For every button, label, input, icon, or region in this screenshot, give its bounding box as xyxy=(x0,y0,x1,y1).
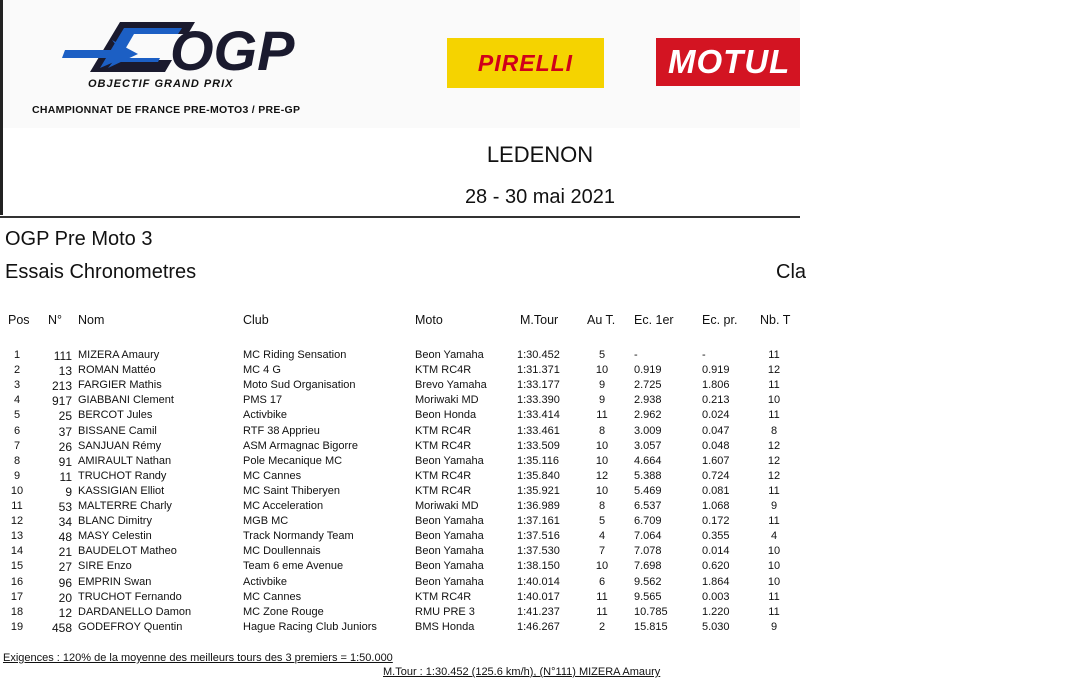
number-cell: 917 xyxy=(51,394,72,409)
number-cell: 20 xyxy=(58,590,72,605)
gap-previous-cell: 0.172 xyxy=(702,515,730,528)
club-cell: RTF 38 Apprieu xyxy=(243,424,320,437)
rider-name: ROMAN Mattéo xyxy=(78,364,156,377)
gap-first-cell: 10.785 xyxy=(634,605,668,618)
bike-cell: RMU PRE 3 xyxy=(415,605,475,618)
requirement-note: Exigences : 120% de la moyenne des meilleurs tours des 3 premiers = 1:50.000 xyxy=(3,652,393,664)
number-cell: 91 xyxy=(58,454,72,469)
best-lap-cell: 1:37.161 xyxy=(517,515,560,528)
best-lap-cell: 1:35.840 xyxy=(517,469,560,482)
club-cell: MC Acceleration xyxy=(243,500,324,512)
laps-count-cell: 11 xyxy=(768,515,780,528)
bike-cell: Beon Yamaha xyxy=(415,515,484,528)
table-row xyxy=(0,576,800,591)
col-nbt: Nb. T xyxy=(760,313,791,327)
rider-name: KASSIGIAN Elliot xyxy=(78,484,165,497)
club-cell: ASM Armagnac Bigorre xyxy=(243,439,358,452)
rider-name: GODEFROY Quentin xyxy=(78,620,183,633)
number-cell: 96 xyxy=(58,575,72,590)
laps-count-cell: 11 xyxy=(768,409,780,422)
club-cell: Track Normandy Team xyxy=(243,530,354,543)
best-lap-cell: 1:35.116 xyxy=(517,454,560,467)
category-title: OGP Pre Moto 3 xyxy=(5,228,153,250)
laps-count-cell: 10 xyxy=(767,394,781,407)
bike-cell: KTM RC4R xyxy=(415,590,472,603)
pos-cell: 17 xyxy=(10,590,24,603)
pos-cell: 6 xyxy=(13,424,21,437)
club-cell: Hague Racing Club Juniors xyxy=(243,620,377,633)
table-row xyxy=(0,349,800,364)
lap-of-best-cell: 10 xyxy=(595,364,609,377)
gap-previous-cell: 0.003 xyxy=(702,590,730,603)
number-cell: 213 xyxy=(51,379,72,394)
gap-first-cell: 2.962 xyxy=(634,409,662,422)
number-cell: 13 xyxy=(58,364,72,379)
club-cell: MC 4 G xyxy=(243,364,281,377)
col-aut: Au T. xyxy=(587,313,616,327)
gap-previous-cell: 1.806 xyxy=(702,379,730,392)
best-lap-cell: 1:46.267 xyxy=(517,620,560,633)
table-row xyxy=(0,530,800,545)
best-lap-cell: 1:33.390 xyxy=(517,394,560,407)
lap-of-best-cell: 12 xyxy=(595,469,609,482)
table-row xyxy=(0,409,800,424)
bike-cell: KTM RC4R xyxy=(415,424,472,437)
number-cell: 458 xyxy=(51,620,72,635)
gap-first-cell: 2.938 xyxy=(634,394,662,407)
club-cell: Pole Mecanique MC xyxy=(243,454,343,467)
best-lap-cell: 1:31.371 xyxy=(517,364,560,377)
number-cell: 34 xyxy=(58,515,72,530)
lap-of-best-cell: 11 xyxy=(596,409,608,422)
laps-count-cell: 11 xyxy=(768,590,780,603)
best-lap-cell: 1:33.461 xyxy=(517,424,560,437)
lap-of-best-cell: 9 xyxy=(598,379,606,392)
pos-cell: 7 xyxy=(13,439,21,452)
bike-cell: Beon Yamaha xyxy=(415,560,484,573)
col-moto: Moto xyxy=(415,313,443,327)
logo-subtitle: OBJECTIF GRAND PRIX xyxy=(88,78,234,90)
best-lap-cell: 1:33.177 xyxy=(517,379,560,392)
gap-first-cell: 7.078 xyxy=(634,545,662,558)
rider-name: DARDANELLO Damon xyxy=(78,605,192,618)
bike-cell: Beon Yamaha xyxy=(415,545,484,558)
gap-first-cell: 0.919 xyxy=(634,364,662,377)
rider-name: MALTERRE Charly xyxy=(78,500,172,512)
gap-first-cell: 9.562 xyxy=(634,575,662,588)
club-cell: MC Zone Rouge xyxy=(243,605,324,618)
laps-count-cell: 8 xyxy=(770,424,778,437)
club-cell: MC Saint Thiberyen xyxy=(243,484,341,497)
table-row xyxy=(0,470,800,485)
table-row xyxy=(0,606,800,621)
gap-first-cell: 5.388 xyxy=(634,469,662,482)
club-cell: PMS 17 xyxy=(243,394,283,407)
col-ec1: Ec. 1er xyxy=(634,313,674,327)
motul-logo xyxy=(656,38,800,86)
lap-of-best-cell: 6 xyxy=(598,575,606,588)
table-row xyxy=(0,515,800,530)
table-row xyxy=(0,560,800,575)
best-lap-cell: 1:33.414 xyxy=(517,409,560,422)
lap-of-best-cell: 10 xyxy=(595,439,609,452)
gap-previous-cell: 0.213 xyxy=(702,394,730,407)
laps-count-cell: 4 xyxy=(770,530,778,543)
pos-cell: 14 xyxy=(10,545,24,558)
number-cell: 26 xyxy=(58,439,72,454)
club-cell: MC Doullennais xyxy=(243,545,321,558)
gap-previous-cell: 0.048 xyxy=(702,439,730,452)
bike-cell: Beon Honda xyxy=(415,409,477,422)
number-cell: 21 xyxy=(58,545,72,560)
best-lap-cell: 1:35.921 xyxy=(517,484,560,497)
laps-count-cell: 11 xyxy=(768,605,780,618)
col-nom: Nom xyxy=(78,313,105,327)
best-lap-cell: 1:30.452 xyxy=(517,349,560,361)
table-row xyxy=(0,621,800,636)
lap-of-best-cell: 11 xyxy=(596,590,608,603)
lap-of-best-cell: 10 xyxy=(595,454,609,467)
table-row xyxy=(0,364,800,379)
table-row xyxy=(0,455,800,470)
pos-cell: 5 xyxy=(13,409,21,422)
laps-count-cell: 11 xyxy=(768,379,780,392)
club-cell: MC Cannes xyxy=(243,469,302,482)
lap-of-best-cell: 8 xyxy=(598,424,606,437)
club-cell: Activbike xyxy=(243,409,288,422)
club-cell: MGB MC xyxy=(243,515,289,528)
lap-of-best-cell: 11 xyxy=(596,605,608,618)
pirelli-logo xyxy=(447,38,604,88)
laps-count-cell: 9 xyxy=(770,500,778,512)
gap-first-cell: 3.057 xyxy=(634,439,662,452)
gap-first-cell: 5.469 xyxy=(634,484,662,497)
lap-of-best-cell: 8 xyxy=(598,500,606,512)
best-lap-cell: 1:36.989 xyxy=(517,500,560,512)
pos-cell: 10 xyxy=(10,484,24,497)
laps-count-cell: 12 xyxy=(767,364,781,377)
bike-cell: Beon Yamaha xyxy=(415,349,484,361)
gap-previous-cell: 1.607 xyxy=(702,454,730,467)
rider-name: FARGIER Mathis xyxy=(78,379,162,392)
number-cell: 111 xyxy=(53,349,72,363)
laps-count-cell: 11 xyxy=(768,349,780,361)
col-ecp: Ec. pr. xyxy=(702,313,738,327)
number-cell: 12 xyxy=(58,605,72,620)
rider-name: AMIRAULT Nathan xyxy=(78,454,172,467)
lap-of-best-cell: 5 xyxy=(598,515,606,528)
pirelli-text: PIRELLI xyxy=(477,49,574,76)
gap-first-cell: - xyxy=(634,349,638,361)
logo-text: OGP xyxy=(170,19,295,82)
classification-label: Cla xyxy=(776,261,807,283)
laps-count-cell: 11 xyxy=(768,484,780,497)
laps-count-cell: 10 xyxy=(767,545,781,558)
table-row xyxy=(0,485,800,500)
number-cell: 9 xyxy=(65,484,72,499)
gap-previous-cell: 0.081 xyxy=(702,484,730,497)
lap-of-best-cell: 5 xyxy=(598,349,606,361)
event-dates: 28 - 30 mai 2021 xyxy=(464,186,616,208)
gap-previous-cell: 0.919 xyxy=(702,364,730,377)
pos-cell: 19 xyxy=(10,620,24,633)
gap-previous-cell: - xyxy=(702,349,706,361)
pos-cell: 9 xyxy=(13,469,21,482)
table-row xyxy=(0,545,800,560)
gap-previous-cell: 0.014 xyxy=(702,545,730,558)
rider-name: TRUCHOT Fernando xyxy=(78,590,182,603)
left-border xyxy=(0,0,3,215)
gap-first-cell: 6.537 xyxy=(634,500,662,512)
club-cell: Moto Sud Organisation xyxy=(243,379,356,392)
table-row xyxy=(0,500,800,515)
number-cell: 48 xyxy=(58,530,72,545)
session-title: Essais Chronometres xyxy=(5,261,197,283)
best-lap-note: M.Tour : 1:30.452 (125.6 km/h), (N°111) MIZERA Amaury xyxy=(383,666,661,678)
number-cell: 25 xyxy=(58,409,72,424)
gap-first-cell: 7.698 xyxy=(634,560,662,573)
lap-of-best-cell: 7 xyxy=(598,545,606,558)
rider-name: SANJUAN Rémy xyxy=(78,439,162,452)
pos-cell: 8 xyxy=(13,454,21,467)
laps-count-cell: 10 xyxy=(767,575,781,588)
pos-cell: 15 xyxy=(10,560,24,573)
pos-cell: 12 xyxy=(10,515,24,528)
gap-first-cell: 2.725 xyxy=(634,379,662,392)
gap-previous-cell: 0.724 xyxy=(702,469,730,482)
table-row xyxy=(0,379,800,394)
pos-cell: 4 xyxy=(13,394,21,407)
laps-count-cell: 12 xyxy=(767,469,781,482)
rider-name: GIABBANI Clement xyxy=(78,394,174,407)
laps-count-cell: 12 xyxy=(767,439,781,452)
pos-cell: 2 xyxy=(13,364,21,377)
rider-name: BAUDELOT Matheo xyxy=(78,545,177,558)
table-row xyxy=(0,425,800,440)
best-lap-cell: 1:37.516 xyxy=(517,530,560,543)
gap-previous-cell: 0.620 xyxy=(702,560,730,573)
gap-first-cell: 6.709 xyxy=(634,515,662,528)
club-cell: Team 6 eme Avenue xyxy=(243,560,344,573)
venue-name: LEDENON xyxy=(486,142,594,167)
col-club: Club xyxy=(243,313,269,327)
header-divider xyxy=(0,216,800,218)
rider-name: EMPRIN Swan xyxy=(78,575,152,588)
club-cell: Activbike xyxy=(243,575,288,588)
rider-name: SIRE Enzo xyxy=(78,560,132,573)
gap-first-cell: 3.009 xyxy=(634,424,662,437)
bike-cell: BMS Honda xyxy=(415,620,475,633)
gap-previous-cell: 0.047 xyxy=(702,424,730,437)
laps-count-cell: 10 xyxy=(767,560,781,573)
club-cell: MC Cannes xyxy=(243,590,302,603)
pos-cell: 1 xyxy=(13,349,21,361)
best-lap-cell: 1:37.530 xyxy=(517,545,560,558)
bike-cell: Moriwaki MD xyxy=(415,500,479,512)
bike-cell: KTM RC4R xyxy=(415,364,472,377)
laps-count-cell: 12 xyxy=(767,454,781,467)
table-row xyxy=(0,440,800,455)
lap-of-best-cell: 4 xyxy=(598,530,606,543)
best-lap-cell: 1:40.014 xyxy=(517,575,560,588)
gap-previous-cell: 1.220 xyxy=(702,605,730,618)
gap-first-cell: 7.064 xyxy=(634,530,662,543)
rider-name: MIZERA Amaury xyxy=(78,349,160,361)
gap-previous-cell: 1.068 xyxy=(702,500,730,512)
bike-cell: Moriwaki MD xyxy=(415,394,479,407)
best-lap-cell: 1:40.017 xyxy=(517,590,560,603)
gap-first-cell: 15.815 xyxy=(634,620,668,633)
rider-name: TRUCHOT Randy xyxy=(78,469,167,482)
rider-name: BERCOT Jules xyxy=(78,409,153,422)
championship-title: CHAMPIONNAT DE FRANCE PRE-MOTO3 / PRE-GP xyxy=(32,104,301,116)
pos-cell: 13 xyxy=(10,530,24,543)
rider-name: BLANC Dimitry xyxy=(78,515,152,528)
lap-of-best-cell: 10 xyxy=(595,484,609,497)
rider-name: MASY Celestin xyxy=(78,530,152,543)
gap-first-cell: 4.664 xyxy=(634,454,662,467)
gap-previous-cell: 0.355 xyxy=(702,530,730,543)
gap-first-cell: 9.565 xyxy=(634,590,662,603)
rider-name: BISSANE Camil xyxy=(78,424,157,437)
col-num: N° xyxy=(48,313,63,327)
gap-previous-cell: 0.024 xyxy=(702,409,730,422)
table-row xyxy=(0,591,800,606)
motul-text: MOTUL xyxy=(668,43,791,80)
gap-previous-cell: 5.030 xyxy=(702,620,730,633)
bike-cell: Brevo Yamaha xyxy=(415,379,487,392)
bike-cell: KTM RC4R xyxy=(415,469,472,482)
bike-cell: Beon Yamaha xyxy=(415,454,484,467)
laps-count-cell: 9 xyxy=(770,620,778,633)
best-lap-cell: 1:33.509 xyxy=(517,439,560,452)
number-cell: 53 xyxy=(58,500,72,514)
pos-cell: 11 xyxy=(11,500,23,512)
club-cell: MC Riding Sensation xyxy=(243,349,347,361)
bike-cell: Beon Yamaha xyxy=(415,530,484,543)
number-cell: 27 xyxy=(58,560,72,575)
pos-cell: 16 xyxy=(10,575,24,588)
number-cell: 11 xyxy=(59,469,72,484)
lap-of-best-cell: 10 xyxy=(595,560,609,573)
best-lap-cell: 1:41.237 xyxy=(517,605,560,618)
table-row xyxy=(0,394,800,409)
bike-cell: KTM RC4R xyxy=(415,439,472,452)
col-pos: Pos xyxy=(8,313,30,327)
best-lap-cell: 1:38.150 xyxy=(517,560,560,573)
bike-cell: KTM RC4R xyxy=(415,484,472,497)
lap-of-best-cell: 9 xyxy=(598,394,606,407)
bike-cell: Beon Yamaha xyxy=(415,575,484,588)
gap-previous-cell: 1.864 xyxy=(702,575,730,588)
pos-cell: 3 xyxy=(13,379,21,392)
pos-cell: 18 xyxy=(10,605,24,618)
col-mtour: M.Tour xyxy=(520,313,559,327)
lap-of-best-cell: 2 xyxy=(598,620,606,633)
number-cell: 37 xyxy=(58,424,72,439)
